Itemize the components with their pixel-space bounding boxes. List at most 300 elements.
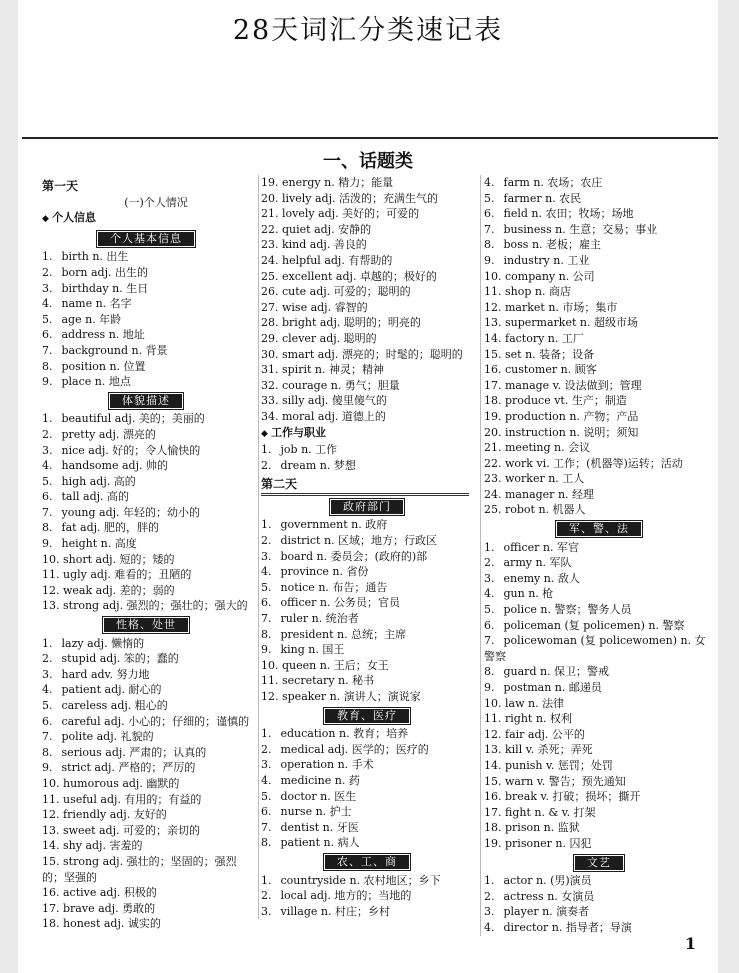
entry-number: 5. [261,789,272,803]
entry-number: 21. [261,207,279,221]
vocab-entry [484,571,714,587]
vocab-entry [42,359,250,375]
entry-text: clever adj. 聪明的 [282,331,377,345]
vocab-entry [42,312,250,328]
vocab-entry [484,393,714,409]
entry-number: 31. [261,363,279,377]
vocab-entry [42,427,250,443]
entry-number: 5. [484,191,495,205]
entry-text: secretary n. 秘书 [282,674,375,688]
entry-number: 8. [484,665,495,679]
entry-number: 7. [484,222,495,236]
entry-number: 25. [261,269,279,283]
vocab-entry [484,222,714,238]
entry-text: silly adj. 傻里傻气的 [282,394,387,408]
entry-text: place n. 地点 [61,375,131,389]
vocab-entry [484,633,714,664]
vocab-entry [484,696,714,712]
entry-number: 15. [484,774,502,788]
entry-text: right n. 权利 [505,712,572,726]
entry-number: 6. [261,596,272,610]
vocab-entry [484,347,714,363]
entry-number: 17. [484,805,502,819]
entry-text: guard n. 保卫；警戒 [503,665,610,679]
vocab-entry [261,206,473,222]
vocab-entry [42,667,250,683]
category-label [42,231,250,247]
entry-number: 8. [261,836,272,850]
vocab-entry [261,580,473,596]
entry-number: 7. [484,634,495,648]
entry-number: 8. [484,238,495,252]
entry-text: local adj. 地方的；当地的 [280,889,412,903]
entry-text: speaker n. 演讲人；演说家 [282,690,421,703]
entry-number: 20. [484,425,502,439]
entry-text: farmer n. 农民 [503,191,582,205]
entry-number: 4. [261,565,272,579]
entry-text: fair adj. 公平的 [505,727,585,741]
entry-number: 4. [42,297,53,311]
vocab-entry [484,618,714,634]
entry-number: 29. [261,331,279,345]
entry-text: stupid adj. 笨的；蠢的 [61,652,179,666]
entry-number: 3. [42,667,53,681]
entry-number: 7. [42,505,53,519]
vocab-entry [484,711,714,727]
column-3 [480,175,714,936]
vocab-entry [261,331,473,347]
day-heading: 第一天 [42,179,79,193]
entry-text: friendly adj. 友好的 [63,808,167,822]
category-label [261,499,473,515]
entry-text: education n. 教育；培养 [280,727,409,741]
entry-text: strong adj. 强壮的；坚固的；强烈的；坚强的 [42,854,237,884]
entry-number: 2. [42,652,53,666]
vocab-entry [42,651,250,667]
vocab-entry [484,456,714,472]
vocab-entry [261,611,473,627]
entry-number: 6. [42,714,53,728]
vocab-entry [484,789,714,805]
entry-number: 20. [261,191,279,205]
document-page [18,0,718,973]
vocab-entry [42,745,250,761]
vocab-entry [261,835,473,851]
entry-number: 8. [42,521,53,535]
entry-number: 34. [261,409,279,423]
vocab-entry [261,773,473,789]
entry-text: useful adj. 有用的；有益的 [63,792,202,806]
entry-number: 4. [261,773,272,787]
entry-text: village n. 村庄；乡村 [280,904,390,918]
vocab-entry [42,776,250,792]
entry-text: prison n. 监狱 [505,821,580,835]
entry-text: set n. 装备；设备 [505,347,595,361]
vocab-entry [261,393,473,409]
entry-number: 2. [484,556,495,570]
entry-number: 6. [261,805,272,819]
entry-text: spirit n. 神灵；精神 [282,363,384,377]
entry-number: 9. [42,761,53,775]
entry-number: 3. [484,905,495,919]
vocab-entry [484,742,714,758]
vocab-entry [42,265,250,281]
entry-number: 1. [261,727,272,741]
vocab-entry [261,378,473,394]
vocab-entry [42,729,250,745]
entry-text: actress n. 女演员 [503,889,595,903]
entry-number: 3. [484,571,495,585]
vocab-entry [261,458,473,474]
category-label-text: 性格、处世 [104,618,188,632]
entry-text: born adj. 出生的 [61,265,149,279]
entry-text: height n. 高度 [61,537,137,551]
entry-number: 11. [42,568,60,582]
category-label-text: 文艺 [575,856,623,870]
vocab-entry [261,658,473,674]
entry-text: excellent adj. 卓越的；极好的 [282,269,437,283]
vocab-entry [42,552,250,568]
category-label-text: 军、警、法 [557,522,641,536]
vocab-entry [261,222,473,238]
entry-number: 2. [261,742,272,756]
entry-number: 25. [484,503,502,517]
entry-text: smart adj. 漂亮的；时髦的；聪明的 [282,347,463,361]
entry-text: ugly adj. 难看的；丑陋的 [63,568,192,582]
vocab-entry [484,904,714,920]
entry-text: produce vt. 生产；制造 [505,394,627,408]
vocab-entry [261,726,473,742]
vocab-entry [261,820,473,836]
entry-text: government n. 政府 [280,518,388,532]
category-label-text: 农、工、商 [325,855,409,869]
entry-number: 14. [484,758,502,772]
vocab-entry [261,904,473,920]
entry-number: 18. [484,394,502,408]
vocab-entry [42,598,250,614]
vocab-entry [42,474,250,490]
vocab-entry [42,536,250,552]
entry-text: lazy adj. 懒惰的 [61,636,145,650]
entry-text: hard adv. 努力地 [61,667,150,681]
entry-text: postman n. 邮递员 [503,681,602,694]
vocab-entry [484,471,714,487]
vocab-entry [42,636,250,652]
entry-text: law n. 法律 [505,696,565,710]
vocab-entry [484,315,714,331]
entry-text: policeman (复 policemen) n. 警察 [503,618,685,632]
entry-number: 6. [484,618,495,632]
column-1 [42,175,250,932]
entry-number: 32. [261,378,279,392]
vocab-entry [42,838,250,854]
entry-text: president n. 总统；主席 [280,627,407,641]
entry-number: 26. [261,285,279,299]
vocab-entry [484,836,714,852]
entry-number: 1. [484,540,495,554]
entry-number: 4. [484,176,495,189]
vocab-entry [261,564,473,580]
entry-number: 16. [42,886,60,900]
entry-number: 3. [261,758,272,772]
entry-text: courage n. 勇气；胆量 [282,378,400,392]
vocab-entry [484,378,714,394]
entry-text: factory n. 工厂 [505,331,584,345]
vocab-entry [484,206,714,222]
vocab-entry [42,489,250,505]
entry-number: 7. [42,343,53,357]
vocab-entry [261,888,473,904]
entry-number: 13. [42,823,60,837]
entry-text: age n. 年龄 [61,312,122,326]
entry-text: actor n. (男)演员 [503,874,592,888]
vocab-entry [261,642,473,658]
entry-number: 11. [261,674,279,688]
entry-number: 13. [484,743,502,757]
entry-text: worker n. 工人 [505,472,585,486]
category-label [484,521,714,537]
entry-number: 5. [484,603,495,617]
entry-text: countryside n. 农村地区；乡下 [280,873,441,887]
entry-text: gun n. 枪 [503,587,554,601]
entry-number: 10. [42,776,60,790]
vocab-entry [484,425,714,441]
vocab-entry [484,555,714,571]
entry-number: 2. [42,265,53,279]
entry-number: 30. [261,347,279,361]
entry-number: 10. [261,658,279,672]
entry-number: 9. [42,375,53,389]
entry-text: quiet adj. 安静的 [282,222,372,236]
vocab-entry [261,595,473,611]
entry-text: shop n. 商店 [505,285,571,299]
entry-text: king n. 国王 [280,643,345,657]
entry-text: fat adj. 肥的，胖的 [61,521,160,535]
vocab-entry [484,889,714,905]
entry-text: brave adj. 勇敢的 [63,901,156,915]
entry-number: 2. [484,889,495,903]
vocab-entry [261,300,473,316]
vocab-entry [42,854,250,885]
entry-text: birthday n. 生日 [61,281,149,295]
entry-number: 12. [484,727,502,741]
entry-text: wise adj. 睿智的 [282,300,368,314]
entry-text: farm n. 农场；农庄 [503,176,603,189]
topic-heading: ◆ 工作与职业 [261,425,473,443]
vocab-entry [261,442,473,458]
entry-text: young adj. 年轻的；幼小的 [61,505,201,519]
entry-text: officer n. 军官 [503,540,579,554]
entry-text: warn v. 警告；预先通知 [505,774,626,788]
entry-text: notice n. 布告；通告 [280,580,388,594]
vocab-entry [484,487,714,503]
category-label [42,617,250,633]
entry-number: 1. [261,518,272,532]
entry-text: field n. 农田；牧场；场地 [503,207,634,221]
entry-text: kind adj. 善良的 [282,238,367,252]
entry-text: medicine n. 药 [280,773,360,787]
entry-number: 5. [42,312,53,326]
entry-text: instruction n. 说明；须知 [505,425,639,439]
entry-text: policewoman (复 policewomen) n. 女警察 [484,634,706,663]
entry-number: 22. [261,222,279,236]
vocab-entry [42,583,250,599]
vocab-entry [42,714,250,730]
entry-number: 7. [261,820,272,834]
entry-text: strict adj. 严格的；严厉的 [61,761,196,775]
entry-number: 9. [484,681,495,694]
entry-number: 1. [42,250,53,264]
entry-text: patient n. 病人 [280,836,360,850]
entry-number: 3. [42,281,53,295]
vocab-entry [484,331,714,347]
entry-number: 28. [261,316,279,330]
entry-number: 8. [42,745,53,759]
entry-number: 14. [42,839,60,853]
entry-number: 15. [42,854,60,868]
vocab-entry [261,689,473,705]
entry-number: 3. [42,443,53,457]
vocab-entry [42,443,250,459]
entry-text: sweet adj. 可爱的；亲切的 [63,823,200,837]
entry-text: background n. 背景 [61,343,168,357]
category-label-text: 个人基本信息 [98,232,194,246]
entry-number: 5. [42,474,53,488]
entry-number: 5. [42,699,53,712]
vocab-entry [261,315,473,331]
entry-text: province n. 省份 [280,565,369,579]
entry-text: bright adj. 聪明的；明亮的 [282,316,421,330]
section-heading: 一、话题类 [323,151,413,172]
entry-number: 7. [42,730,53,744]
entry-number: 10. [484,269,502,283]
entry-number: 1. [261,443,272,457]
entry-text: polite adj. 礼貌的 [61,730,154,744]
vocab-entry [261,284,473,300]
entry-number: 4. [484,587,495,601]
vocab-entry [484,253,714,269]
entry-text: board n. 委员会；(政府的)部 [280,549,428,563]
entry-number: 8. [42,359,53,373]
entry-text: patient adj. 耐心的 [61,683,162,697]
vocab-entry [484,602,714,618]
entry-text: work vi. 工作；(机器等)运转；活动 [505,456,683,470]
entry-text: market n. 市场；集市 [505,300,618,314]
entry-number: 11. [42,792,60,806]
entry-text: moral adj. 道德上的 [282,409,386,423]
vocab-entry [484,191,714,207]
entry-number: 2. [261,889,272,903]
entry-number: 6. [42,490,53,504]
entry-text: shy adj. 害羞的 [63,839,143,853]
entry-number: 6. [484,207,495,221]
entry-number: 19. [261,176,279,189]
column-2 [258,175,473,919]
vocab-entry [261,347,473,363]
entry-text: operation n. 手术 [280,758,374,772]
vocab-entry [484,873,714,889]
vocab-entry [261,533,473,549]
vocab-entry [42,281,250,297]
entry-text: humorous adj. 幽默的 [63,776,180,790]
vocab-entry [484,586,714,602]
entry-text: dentist n. 牙医 [280,820,359,834]
entry-text: dream n. 梦想 [280,458,356,472]
entry-text: meeting n. 会议 [505,441,591,455]
entry-number: 4. [484,920,495,934]
vocab-entry [42,885,250,901]
vocab-entry [42,249,250,265]
entry-text: manager n. 经理 [505,487,595,501]
entry-number: 17. [42,901,60,915]
entry-number: 23. [484,472,502,486]
vocab-entry [484,362,714,378]
entry-number: 2. [261,458,272,472]
vocab-entry [42,682,250,698]
entry-number: 18. [42,917,60,931]
entry-number: 11. [484,712,502,726]
entry-text: serious adj. 严肃的；认真的 [61,745,207,759]
vocab-entry [42,823,250,839]
entry-text: active adj. 积极的 [63,886,157,900]
vocab-entry [484,774,714,790]
entry-number: 1. [484,874,495,888]
entry-text: handsome adj. 帅的 [61,459,168,473]
entry-text: pretty adj. 漂亮的 [61,427,156,441]
entry-number: 21. [484,441,502,455]
entry-number: 6. [42,328,53,342]
vocab-entry [261,757,473,773]
entry-text: production n. 产物；产品 [505,409,639,423]
entry-text: beautiful adj. 美的；美丽的 [61,412,205,426]
vocab-entry [42,567,250,583]
vocab-entry [484,502,714,518]
entry-number: 24. [484,487,502,501]
entry-text: careful adj. 小心的；仔细的；谨慎的 [61,714,250,728]
entry-number: 18. [484,821,502,835]
entry-text: cute adj. 可爱的；聪明的 [282,285,411,299]
vocab-entry [42,807,250,823]
entry-text: director n. 指导者；导演 [503,920,632,934]
vocab-entry [261,627,473,643]
vocab-entry [484,820,714,836]
vocab-entry [484,920,714,936]
category-label [42,393,250,409]
topic-heading: ◆ 个人信息 [42,210,250,228]
entry-number: 10. [42,552,60,566]
entry-number: 13. [484,316,502,330]
entry-number: 33. [261,394,279,408]
entry-text: industry n. 工业 [503,253,590,267]
entry-number: 9. [484,253,495,267]
vocab-entry [42,458,250,474]
vocab-entry [484,727,714,743]
entry-text: kill v. 杀死；弄死 [505,743,593,757]
entry-text: business n. 生意；交易；事业 [503,222,658,236]
entry-text: police n. 警察；警务人员 [503,603,632,617]
vocab-entry [42,916,250,932]
entry-text: boss n. 老板；雇主 [503,238,602,252]
entry-number: 1. [42,636,53,650]
vocab-entry [484,540,714,556]
entry-number: 13. [42,599,60,613]
entry-text: lovely adj. 美好的；可爱的 [282,207,420,221]
vocab-entry [261,549,473,565]
vocab-entry [484,758,714,774]
entry-number: 22. [484,456,502,470]
entry-text: fight n. & v. 打架 [505,805,596,819]
vocab-entry [484,284,714,300]
